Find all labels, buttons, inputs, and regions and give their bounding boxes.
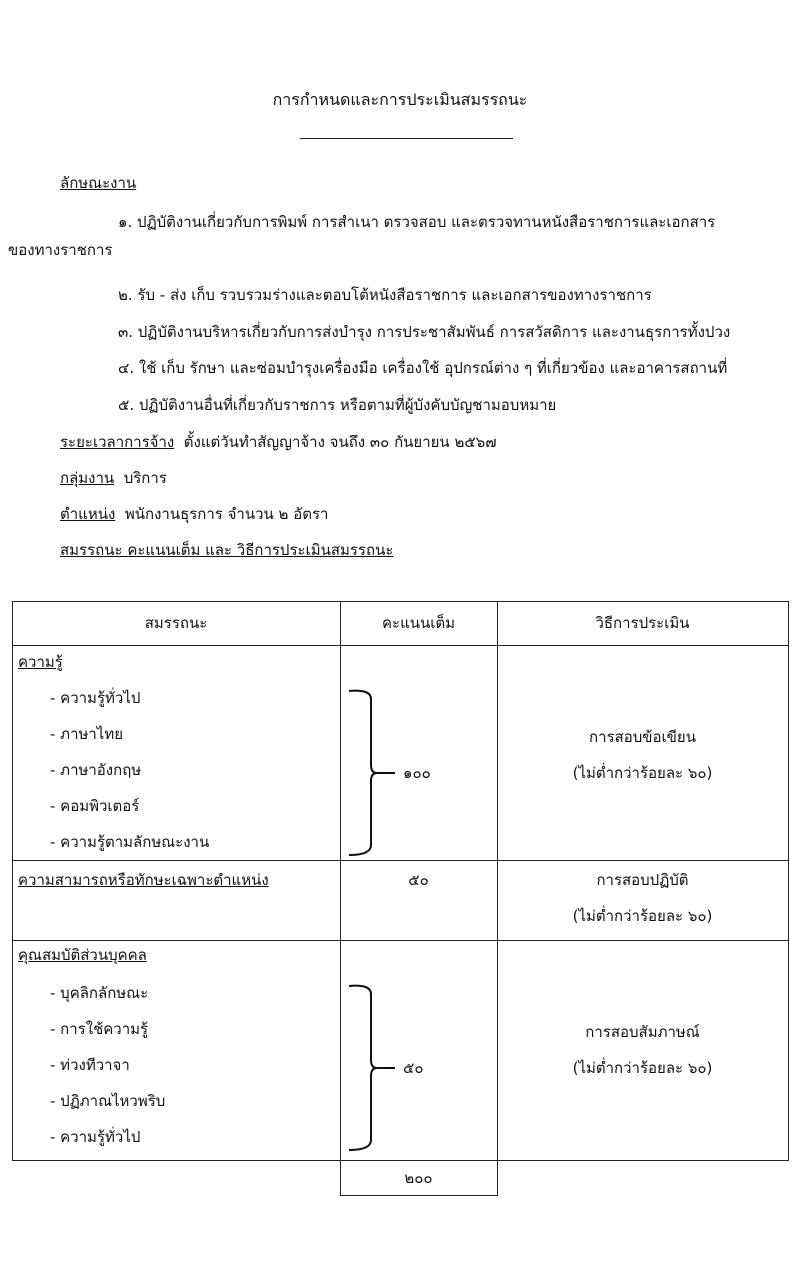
row-criteria: (ไม่ต่ำกว่าร้อยละ ๖๐) [572,764,713,782]
total-score: ๒๐๐ [404,1169,433,1187]
header-score: คะแนนเต็ม [381,614,456,632]
brace-icon [345,685,400,860]
row-method: การสอบข้อเขียน [589,728,696,746]
row-score: ๕๐ [408,871,429,889]
period-label: ระยะเวลาการจ้าง [60,433,175,451]
duty-1-cont: ของทางราชการ [8,241,113,259]
row-item: - ความรู้ตามลักษณะงาน [50,833,210,851]
title-rule [300,138,513,139]
row-criteria: (ไม่ต่ำกว่าร้อยละ ๖๐) [572,1059,713,1077]
brace-icon [345,980,400,1155]
job-heading: ลักษณะงาน [60,174,137,192]
header-method: วิธีการประเมิน [595,614,690,632]
row-criteria: (ไม่ต่ำกว่าร้อยละ ๖๐) [572,907,713,925]
position-value: พนักงานธุรการ จำนวน ๒ อัตรา [124,505,329,523]
document-title: การกำหนดและการประเมินสมรรถนะ [272,90,528,109]
row-category: คุณสมบัติส่วนบุคคล [18,946,147,964]
row-score: ๕๐ [403,1059,424,1077]
row-item: - คอมพิวเตอร์ [50,797,140,815]
duty-1: ๑. ปฏิบัติงานเกี่ยวกับการพิมพ์ การสำเนา ตรวจสอบ และตรวจทานหนังสือราชการและเอกสาร [118,213,716,231]
row-category: ความรู้ [18,653,63,671]
duty-4: ๔. ใช้ เก็บ รักษา และซ่อมบำรุงเครื่องมือ เครื่องใช้ อุปกรณ์ต่าง ๆ ที่เกี่ยวข้อง และอาคารสถานที่ [118,359,728,377]
row-item: - ความรู้ทั่วไป [50,1128,141,1146]
row-item: - ภาษาอังกฤษ [50,761,142,779]
row-item: - การใช้ความรู้ [50,1020,149,1038]
group-label: กลุ่มงาน [60,469,115,487]
row-item: - ท่วงทีวาจา [50,1056,130,1074]
period-value: ตั้งแต่วันทำสัญญาจ้าง จนถึง ๓๐ กันยายน ๒๕๖๗ [183,433,497,451]
duty-2: ๒. รับ - ส่ง เก็บ รวบรวมร่างและตอบโต้หนังสือราชการ และเอกสารของทางราชการ [118,286,652,304]
row-item: - บุคลิกลักษณะ [50,984,149,1002]
position-label: ตำแหน่ง [60,505,116,523]
row-score: ๑๐๐ [403,764,431,782]
row-method: การสอบสัมภาษณ์ [585,1023,700,1041]
row-method: การสอบปฏิบัติ [596,871,689,889]
duty-3: ๓. ปฏิบัติงานบริหารเกี่ยวกับการส่งบำรุง การประชาสัมพันธ์ การสวัสดิการ และงานธุรการทั้งปวง [118,323,731,341]
group-value: บริการ [123,469,167,487]
competency-heading: สมรรถนะ คะแนนเต็ม และ วิธีการประเมินสมรรถนะ [60,541,394,559]
row-item: - ความรู้ทั่วไป [50,689,141,707]
position-line [60,504,328,524]
row-category: ความสามารถหรือทักษะเฉพาะตำแหน่ง [18,871,269,889]
group-line [60,468,167,488]
period-line [60,432,496,452]
row-item: - ภาษาไทย [50,725,124,743]
duty-5: ๕. ปฏิบัติงานอื่นที่เกี่ยวกับราชการ หรือตามที่ผู้บังคับบัญชามอบหมาย [118,396,557,414]
row-item: - ปฏิภาณไหวพริบ [50,1092,166,1110]
header-competency: สมรรถนะ [144,614,208,632]
